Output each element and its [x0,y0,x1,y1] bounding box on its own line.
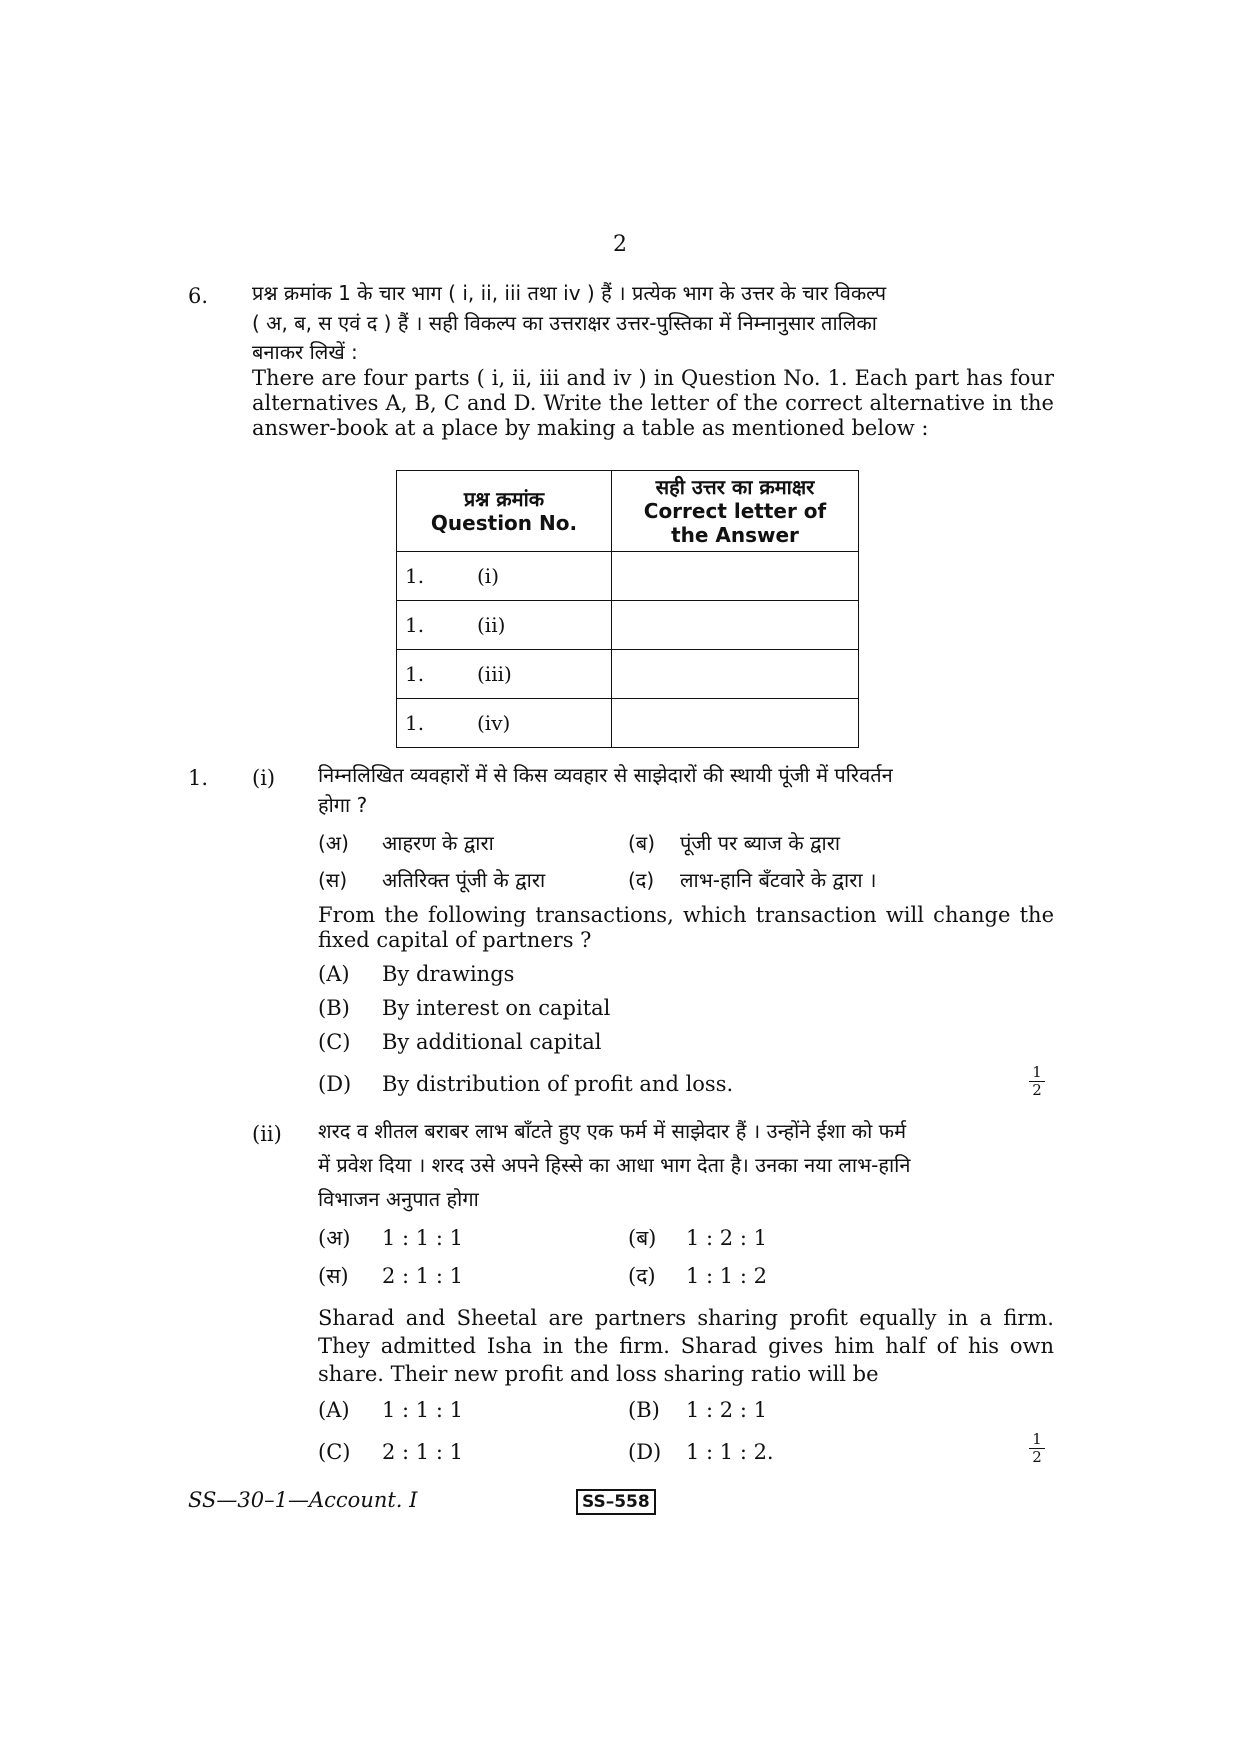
row-question: 1. [405,662,425,686]
header-col2-hindi: सही उत्तर का क्रमाक्षर [655,475,815,499]
footer-paper-code: SS—30–1—Account. I [188,1488,418,1512]
row-question: 1. [405,711,425,735]
part-ii-hindi-line2: में प्रवेश दिया । शरद उसे अपने हिस्से का आधा भाग देता है। उनका नया लाभ-हानि [318,1153,911,1177]
header-col1-english: Question No. [430,511,578,535]
part-i-marks: $\frac{1}{2}$ [1029,1065,1045,1098]
header-col2-english-line2: the Answer [671,523,799,547]
part-ii-hindi-option-a: (अ) 1 : 1 : 1 [318,1226,463,1250]
instruction-hindi-line1: प्रश्न क्रमांक 1 के चार भाग ( i, ii, iii तथा iv ) हैं । प्रत्येक भाग के उत्तर के चार विकल्प [252,281,887,305]
instruction-hindi-line2: ( अ, ब, स एवं द ) हैं । सही विकल्प का उत्तराक्षर उत्तर-पुस्तिका में निम्नानुसार तालिका [252,311,877,335]
part-i-hindi-option-b: (ब) पूंजी पर ब्याज के द्वारा [628,831,841,855]
instruction-number: 6. [188,284,209,308]
header-question-no [397,471,612,552]
table-row [397,650,859,699]
part-ii-option-a: (A) 1 : 1 : 1 [318,1398,463,1422]
answer-cell [612,650,859,699]
part-i-label: (i) [252,766,276,790]
part-ii-english: Sharad and Sheetal are partners sharing profit equally in a firm. They admitted Isha in the firm. Sharad gives him half of his own share. Their new profit and loss sharing ratio will be [318,1306,1054,1386]
instruction-hindi-line3: बनाकर लिखें : [252,340,358,364]
part-ii-option-b: (B) 1 : 2 : 1 [628,1398,767,1422]
part-ii-option-d: (D) 1 : 1 : 2. [628,1440,774,1464]
table-row [397,552,859,601]
part-i-hindi-option-c: (स) अतिरिक्त पूंजी के द्वारा [318,868,546,892]
question-number: 1. [188,766,209,790]
part-i-hindi-line2: होगा ? [318,793,368,817]
row-part: (i) [477,564,500,588]
table-row [397,601,859,650]
part-i-option-d: (D) By distribution of profit and loss. [318,1072,734,1096]
part-i-option-a: (A) By drawings [318,962,515,986]
part-i-option-c: (C) By additional capital [318,1030,602,1054]
part-i-option-b: (B) By interest on capital [318,996,611,1020]
part-ii-hindi-option-c: (स) 2 : 1 : 1 [318,1264,463,1288]
answer-cell [612,552,859,601]
answer-cell [612,699,859,748]
row-question: 1. [405,613,425,637]
header-correct-letter [612,471,859,552]
instruction-english: There are four parts ( i, ii, iii and iv ) in Question No. 1. Each part has four alternatives A, B, C and D. Write the letter of the correct alternative in the answer-book at a place by making a table as mentioned below : [252,366,1054,440]
row-question: 1. [405,564,425,588]
part-ii-hindi-line1: शरद व शीतल बराबर लाभ बाँटते हुए एक फर्म में साझेदार हैं । उन्होंने ईशा को फर्म [318,1119,907,1143]
header-col1-hindi: प्रश्न क्रमांक [463,487,545,511]
part-i-english: From the following transactions, which transaction will change the fixed capital of partners ? [318,903,1054,952]
header-col2-english-line1: Correct letter of [643,499,827,523]
table-row [397,699,859,748]
part-ii-hindi-line3: विभाजन अनुपात होगा [318,1187,479,1211]
row-part: (iii) [477,662,512,686]
part-ii-hindi-option-b: (ब) 1 : 2 : 1 [628,1226,767,1250]
table-header-row [397,471,859,552]
part-ii-marks: $\frac{1}{2}$ [1029,1432,1045,1465]
page-number: 2 [613,232,627,257]
part-i-hindi-option-d: (द) लाभ-हानि बँटवारे के द्वारा । [628,868,877,892]
answer-table [396,470,859,748]
part-i-hindi-option-a: (अ) आहरण के द्वारा [318,831,494,855]
part-ii-hindi-option-d: (द) 1 : 1 : 2 [628,1264,767,1288]
part-ii-label: (ii) [252,1122,282,1146]
part-ii-option-c: (C) 2 : 1 : 1 [318,1440,463,1464]
answer-cell [612,601,859,650]
row-part: (iv) [477,711,511,735]
footer-set-code: SS–558 [576,1489,656,1515]
part-i-hindi-line1: निम्नलिखित व्यवहारों में से किस व्यवहार से साझेदारों की स्थायी पूंजी में परिवर्तन [318,763,893,787]
row-part: (ii) [477,613,506,637]
